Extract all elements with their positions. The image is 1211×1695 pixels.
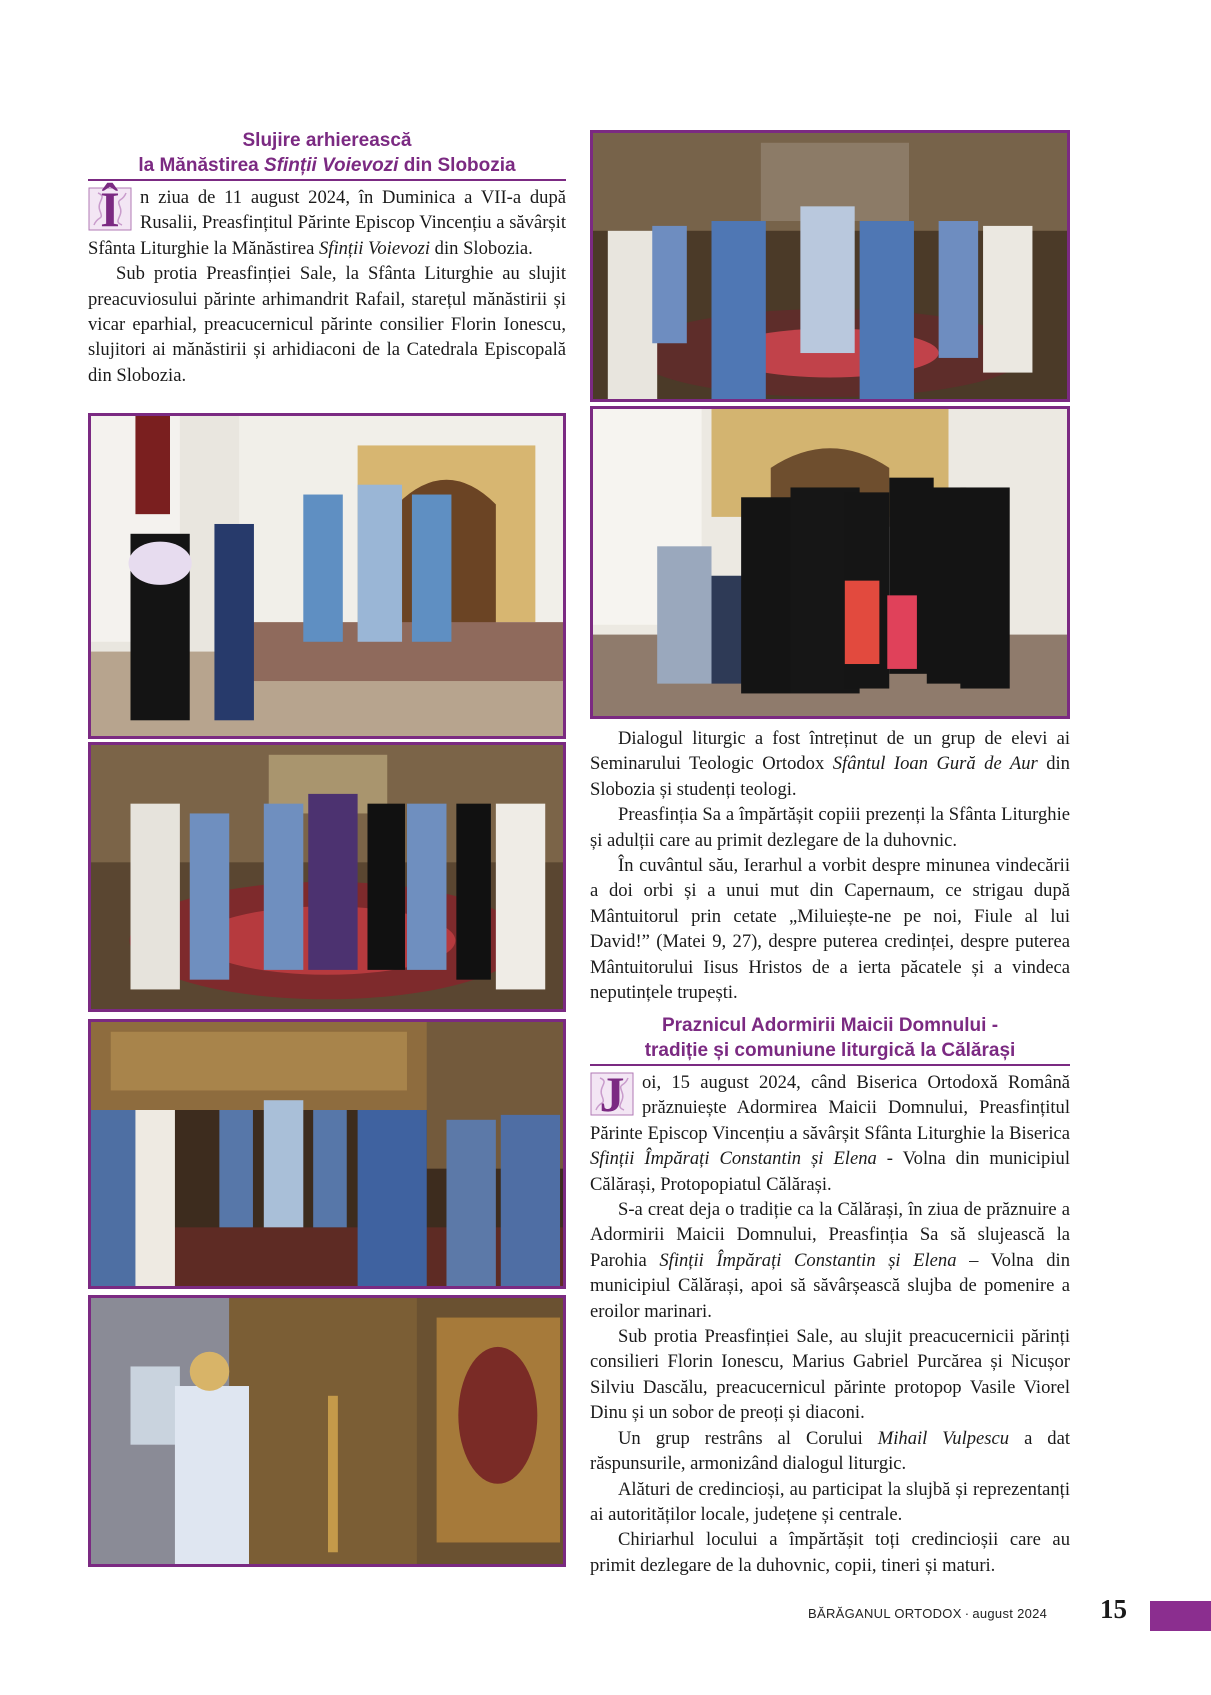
article2-paragraph-4: Un grup restrâns al Corului Mihail Vulpescu a dat răspunsurile, armonizând dialogul liturgic. <box>590 1427 1071 1475</box>
photo-liturgy-carpet <box>88 742 566 1012</box>
footer-publication: BĂRĂGANUL ORTODOX · august 2024 <box>808 1606 1048 1621</box>
article1-paragraph-2: Sub protia Preasfinției Sale, la Sfânta Liturghie au slujit preacuviosului părinte arhimandrit Rafail, starețul mănăstirii și vicar eparhial, preacucernicul părinte consilier Florin Ionescu, slujitori ai mănăstirii și arhidiaconi de la Catedrala Episcopală din Slobozia. <box>88 263 566 386</box>
article1-continuation <box>590 726 1070 1005</box>
dropcap-ornament: J <box>590 1072 634 1116</box>
article1-paragraph-4: Preasfinția Sa a împărtășit copiii prezenți la Sfânta Liturghie și adulții care au primit dezlegare de la duhovnic. <box>590 804 1070 851</box>
article1-intro <box>88 128 566 388</box>
article1-paragraph-3: Dialogul liturgic a fost întreținut de un grup de elevi ai Seminarului Teologic Ortodox Sfântul Ioan Gură de Aur din Slobozia și studenți teologi. <box>590 728 1070 800</box>
article2-title: Praznicul Adormirii Maicii Domnului - tradiție și comuniune liturgică la Călărași <box>590 1013 1070 1066</box>
article2-paragraph-1: J oi, 15 august 2024, când Biserica Ortodoxă Română prăznuiește Adormirea Maicii Domnului, Preasfințitul Părinte Episcop Vincențiu a săvârșit Sfânta Liturghie la Biserica Sfinții Împărați Constantin și Elena - Volna din municipiul Călărași, Protopopiatul Călărași. <box>590 1066 1070 1195</box>
page-number: 15 <box>1100 1594 1127 1624</box>
article1-title: Slujire arhierească la Mănăstirea Sfinții Voievozi din Slobozia <box>88 128 566 181</box>
article2-paragraph-3: Sub protia Preasfinției Sale, au slujit preacucernicii părinți consilieri Florin Ionescu, Marius Gabriel Purcărea și Nicușor Silviu Dascălu, preacucernicul părinte protopop Vasile Viorel Dinu și un sobor de preoți și diaconi. <box>590 1326 1070 1424</box>
article2-paragraph-6: Chiriarhul locului a împărtășit toți credincioșii care au primit dezlegare de la duhovnic, copii, tineri și maturi. <box>590 1529 1070 1576</box>
dropcap-ornament: Î <box>88 187 132 231</box>
photo-church-steps <box>88 413 566 739</box>
photo-bishop-censing <box>88 1295 566 1567</box>
photo-clergy-group-inside <box>590 130 1070 402</box>
article1-paragraph-5: În cuvântul său, Ierarhul a vorbit despre minunea vindecării a doi orbi și a unui mut din Capernaum, ce strigau după Mântuitorul prin cetate „Miluiește-ne pe noi, Fiule al lui David!” (Matei 9, 27), despre puterea credinței, despre puterea Mântuitorului Iisus Hristos de a ierta păcatele și a vindeca neputințele trupești. <box>590 855 1070 1004</box>
photo-iconostasis-clergy <box>88 1019 566 1289</box>
article1-paragraph-1: Î n ziua de 11 august 2024, în Duminica a VII-a după Rusalii, Preasfințitul Părinte Episcop Vincențiu a săvârșit Sfânta Liturghie la Mănăstirea Sfinții Voievozi din Slobozia. <box>88 181 566 259</box>
page-accent-bar <box>1150 1601 1211 1631</box>
article2-paragraph-5: Alături de credincioși, au participat la slujbă și reprezentanți ai autorităților locale, județene și centrale. <box>590 1478 1070 1525</box>
article2-paragraph-2: S-a creat deja o tradiție ca la Călărași, în ziua de prăznuire a Adormirii Maicii Domnului, Preasfinția Sa să slujească la Parohia Sfinții Împărați Constantin și Elena – Volna din municipiul Călărași, apoi să săvârșească slujba de pomenire a eroilor marinari. <box>590 1199 1070 1322</box>
article2 <box>590 1013 1070 1578</box>
photo-family-with-bishop <box>590 406 1070 719</box>
